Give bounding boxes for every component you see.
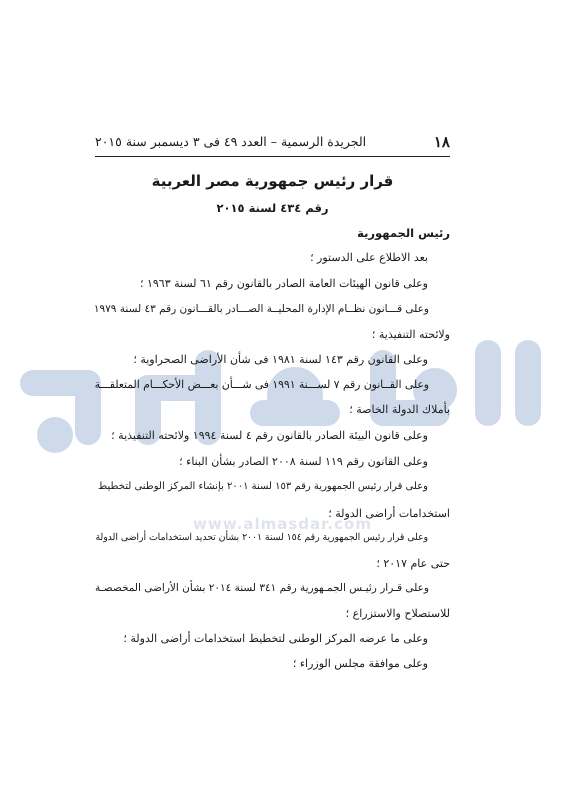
preamble-line: حتى عام ٢٠١٧ ؛ xyxy=(376,557,450,570)
preamble-line: وعلى ما عرضه المركز الوطنى لتخطيط استخدامات أراضى الدولة ؛ xyxy=(123,632,428,645)
preamble-line: وعلى موافقة مجلس الوزراء ؛ xyxy=(292,657,428,670)
preamble-line: وعلى قرار رئيس الجمهورية رقم ١٥٤ لسنة ٢٠٠١ بشأن تحديد استخدامات أراضى الدولة xyxy=(95,532,428,543)
preamble-line: وعلى قانون الهيئات العامة الصادر بالقانون رقم ٦١ لسنة ١٩٦٣ ؛ xyxy=(139,277,428,290)
preamble-line: للاستصلاح والاستزراع ؛ xyxy=(345,607,450,620)
decree-title: قرار رئيس جمهورية مصر العربية xyxy=(151,172,394,190)
preamble-line: استخدامات أراضى الدولة ؛ xyxy=(328,507,450,520)
preamble-line: وعلى قـــانون نظــام الإدارة المحليــة الصـــادر بالقـــانون رقم ٤٣ لسنة ١٩٧٩ xyxy=(93,303,429,315)
watermark-url: www.almasdar.com xyxy=(193,515,372,533)
preamble-line: وعلى القــانون رقم ٧ لســـنة ١٩٩١ فى شـــأن بعـــض الأحكـــام المتعلقـــة xyxy=(94,378,429,391)
preamble-line: وعلى قـرار رئيـس الجمـهورية رقم ٣٤١ لسنة ٢٠١٤ بشأن الأراضى المخصصـة xyxy=(95,582,429,594)
preamble-line: ولائحته التنفيذية ؛ xyxy=(371,328,450,341)
page-number: ١٨ xyxy=(433,133,450,151)
decree-number: رقم ٤٣٤ لسنة ٢٠١٥ xyxy=(216,201,329,215)
page-header xyxy=(95,133,450,155)
publication-title: الجريدة الرسمية – العدد ٤٩ فى ٣ ديسمبر سنة ٢٠١٥ xyxy=(95,134,367,149)
header-divider xyxy=(95,156,450,157)
preamble-line: وعلى قانون البيئة الصادر بالقانون رقم ٤ لسنة ١٩٩٤ ولائحته التنفيذية ؛ xyxy=(111,429,428,442)
preamble-line: وعلى القانون رقم ١٤٣ لسنة ١٩٨١ فى شأن الأراضى الصحراوية ؛ xyxy=(133,353,428,366)
preamble-line: وعلى قرار رئيس الجمهورية رقم ١٥٣ لسنة ٢٠٠١ بإنشاء المركز الوطنى لتخطيط xyxy=(98,481,428,492)
preamble-line: وعلى القانون رقم ١١٩ لسنة ٢٠٠٨ الصادر بشأن البناء ؛ xyxy=(179,455,428,468)
preamble-line: بأملاك الدولة الخاصة ؛ xyxy=(349,403,450,416)
preamble-line: بعد الاطلاع على الدستور ؛ xyxy=(310,251,428,264)
decree-issuer: رئيس الجمهورية xyxy=(357,226,450,240)
